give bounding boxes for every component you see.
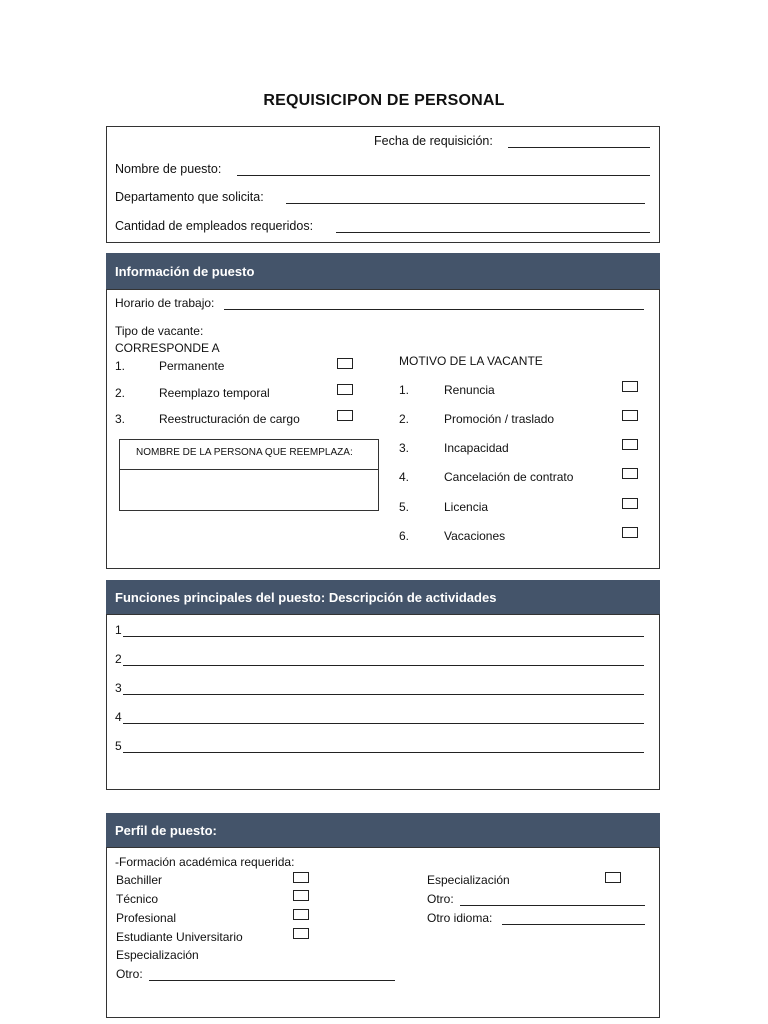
especializacion-left-label: Especialización <box>116 948 199 962</box>
otro-left-label: Otro: <box>116 967 143 981</box>
funcion-number: 1 <box>115 623 122 637</box>
motivo-option-licencia: Licencia <box>444 500 489 514</box>
tipo-option-number: 3. <box>115 412 126 426</box>
motivo-option-incapacidad: Incapacidad <box>444 441 509 455</box>
option-bachiller: Bachiller <box>116 873 163 887</box>
funcion-line[interactable] <box>123 665 644 666</box>
cantidad-label: Cantidad de empleados requeridos: <box>115 219 314 233</box>
tipo-option-permanente: Permanente <box>159 359 225 373</box>
reemplaza-divider <box>119 469 379 470</box>
info-puesto-header-text: Información de puesto <box>115 263 255 279</box>
cancelacion-checkbox[interactable] <box>622 468 638 479</box>
promocion-checkbox[interactable] <box>622 410 638 421</box>
departamento-field[interactable] <box>286 203 645 204</box>
licencia-checkbox[interactable] <box>622 498 638 509</box>
funcion-line[interactable] <box>123 694 644 695</box>
tipo-option-number: 1. <box>115 359 126 373</box>
vacaciones-checkbox[interactable] <box>622 527 638 538</box>
funcion-number: 4 <box>115 710 122 724</box>
perfil-header <box>106 813 660 848</box>
formacion-label: -Formación académica requerida: <box>115 855 295 869</box>
tipo-vacante-label: Tipo de vacante: <box>115 324 204 338</box>
page-title: REQUISICIPON DE PERSONAL <box>263 92 505 109</box>
motivo-option-number: 4. <box>399 470 410 484</box>
funcion-number: 5 <box>115 739 122 753</box>
otro-right-label: Otro: <box>427 892 454 906</box>
option-profesional: Profesional <box>116 911 177 925</box>
perfil-header-text: Perfil de puesto: <box>115 822 217 838</box>
funcion-line[interactable] <box>123 636 644 637</box>
option-estudiante: Estudiante Universitario <box>116 930 243 944</box>
departamento-label: Departamento que solicita: <box>115 190 264 204</box>
permanente-checkbox[interactable] <box>337 358 353 369</box>
option-tecnico: Técnico <box>116 892 159 906</box>
tipo-option-reestructuracion: Reestructuración de cargo <box>159 412 300 426</box>
info-puesto-header <box>106 253 660 290</box>
horario-label: Horario de trabajo: <box>115 296 215 310</box>
estudiante-checkbox[interactable] <box>293 928 309 939</box>
fecha-field[interactable] <box>508 147 650 148</box>
motivo-option-promocion: Promoción / traslado <box>444 412 555 426</box>
reemplazo-temporal-checkbox[interactable] <box>337 384 353 395</box>
fecha-label: Fecha de requisición: <box>374 134 493 148</box>
funciones-header <box>106 580 660 615</box>
funcion-line[interactable] <box>123 723 644 724</box>
otro-idioma-field[interactable] <box>502 924 645 925</box>
cantidad-field[interactable] <box>336 232 650 233</box>
incapacidad-checkbox[interactable] <box>622 439 638 450</box>
tecnico-checkbox[interactable] <box>293 890 309 901</box>
tipo-option-reemplazo: Reemplazo temporal <box>159 386 270 400</box>
corresponde-label: CORRESPONDE A <box>115 341 220 355</box>
profesional-checkbox[interactable] <box>293 909 309 920</box>
motivo-label: MOTIVO DE LA VACANTE <box>399 354 543 368</box>
motivo-option-number: 5. <box>399 500 410 514</box>
motivo-option-number: 1. <box>399 383 410 397</box>
especializacion-checkbox[interactable] <box>605 872 621 883</box>
tipo-option-number: 2. <box>115 386 126 400</box>
reemplaza-input[interactable] <box>121 471 377 509</box>
reemplaza-label: NOMBRE DE LA PERSONA QUE REEMPLAZA: <box>136 447 353 458</box>
otro-idioma-label: Otro idioma: <box>427 911 493 925</box>
especializacion-right-label: Especialización <box>427 873 510 887</box>
nombre-puesto-field[interactable] <box>237 175 650 176</box>
renuncia-checkbox[interactable] <box>622 381 638 392</box>
funcion-number: 2 <box>115 652 122 666</box>
reestructuracion-checkbox[interactable] <box>337 410 353 421</box>
motivo-option-cancelacion: Cancelación de contrato <box>444 470 574 484</box>
motivo-option-vacaciones: Vacaciones <box>444 529 506 543</box>
bachiller-checkbox[interactable] <box>293 872 309 883</box>
otro-left-field[interactable] <box>149 980 395 981</box>
funcion-number: 3 <box>115 681 122 695</box>
motivo-option-number: 3. <box>399 441 410 455</box>
funcion-line[interactable] <box>123 752 644 753</box>
motivo-option-number: 6. <box>399 529 410 543</box>
otro-right-field[interactable] <box>460 905 645 906</box>
nombre-puesto-label: Nombre de puesto: <box>115 162 222 176</box>
funciones-header-text: Funciones principales del puesto: Descripción de actividades <box>115 589 497 605</box>
motivo-option-renuncia: Renuncia <box>444 383 495 397</box>
motivo-option-number: 2. <box>399 412 410 426</box>
horario-field[interactable] <box>224 309 644 310</box>
